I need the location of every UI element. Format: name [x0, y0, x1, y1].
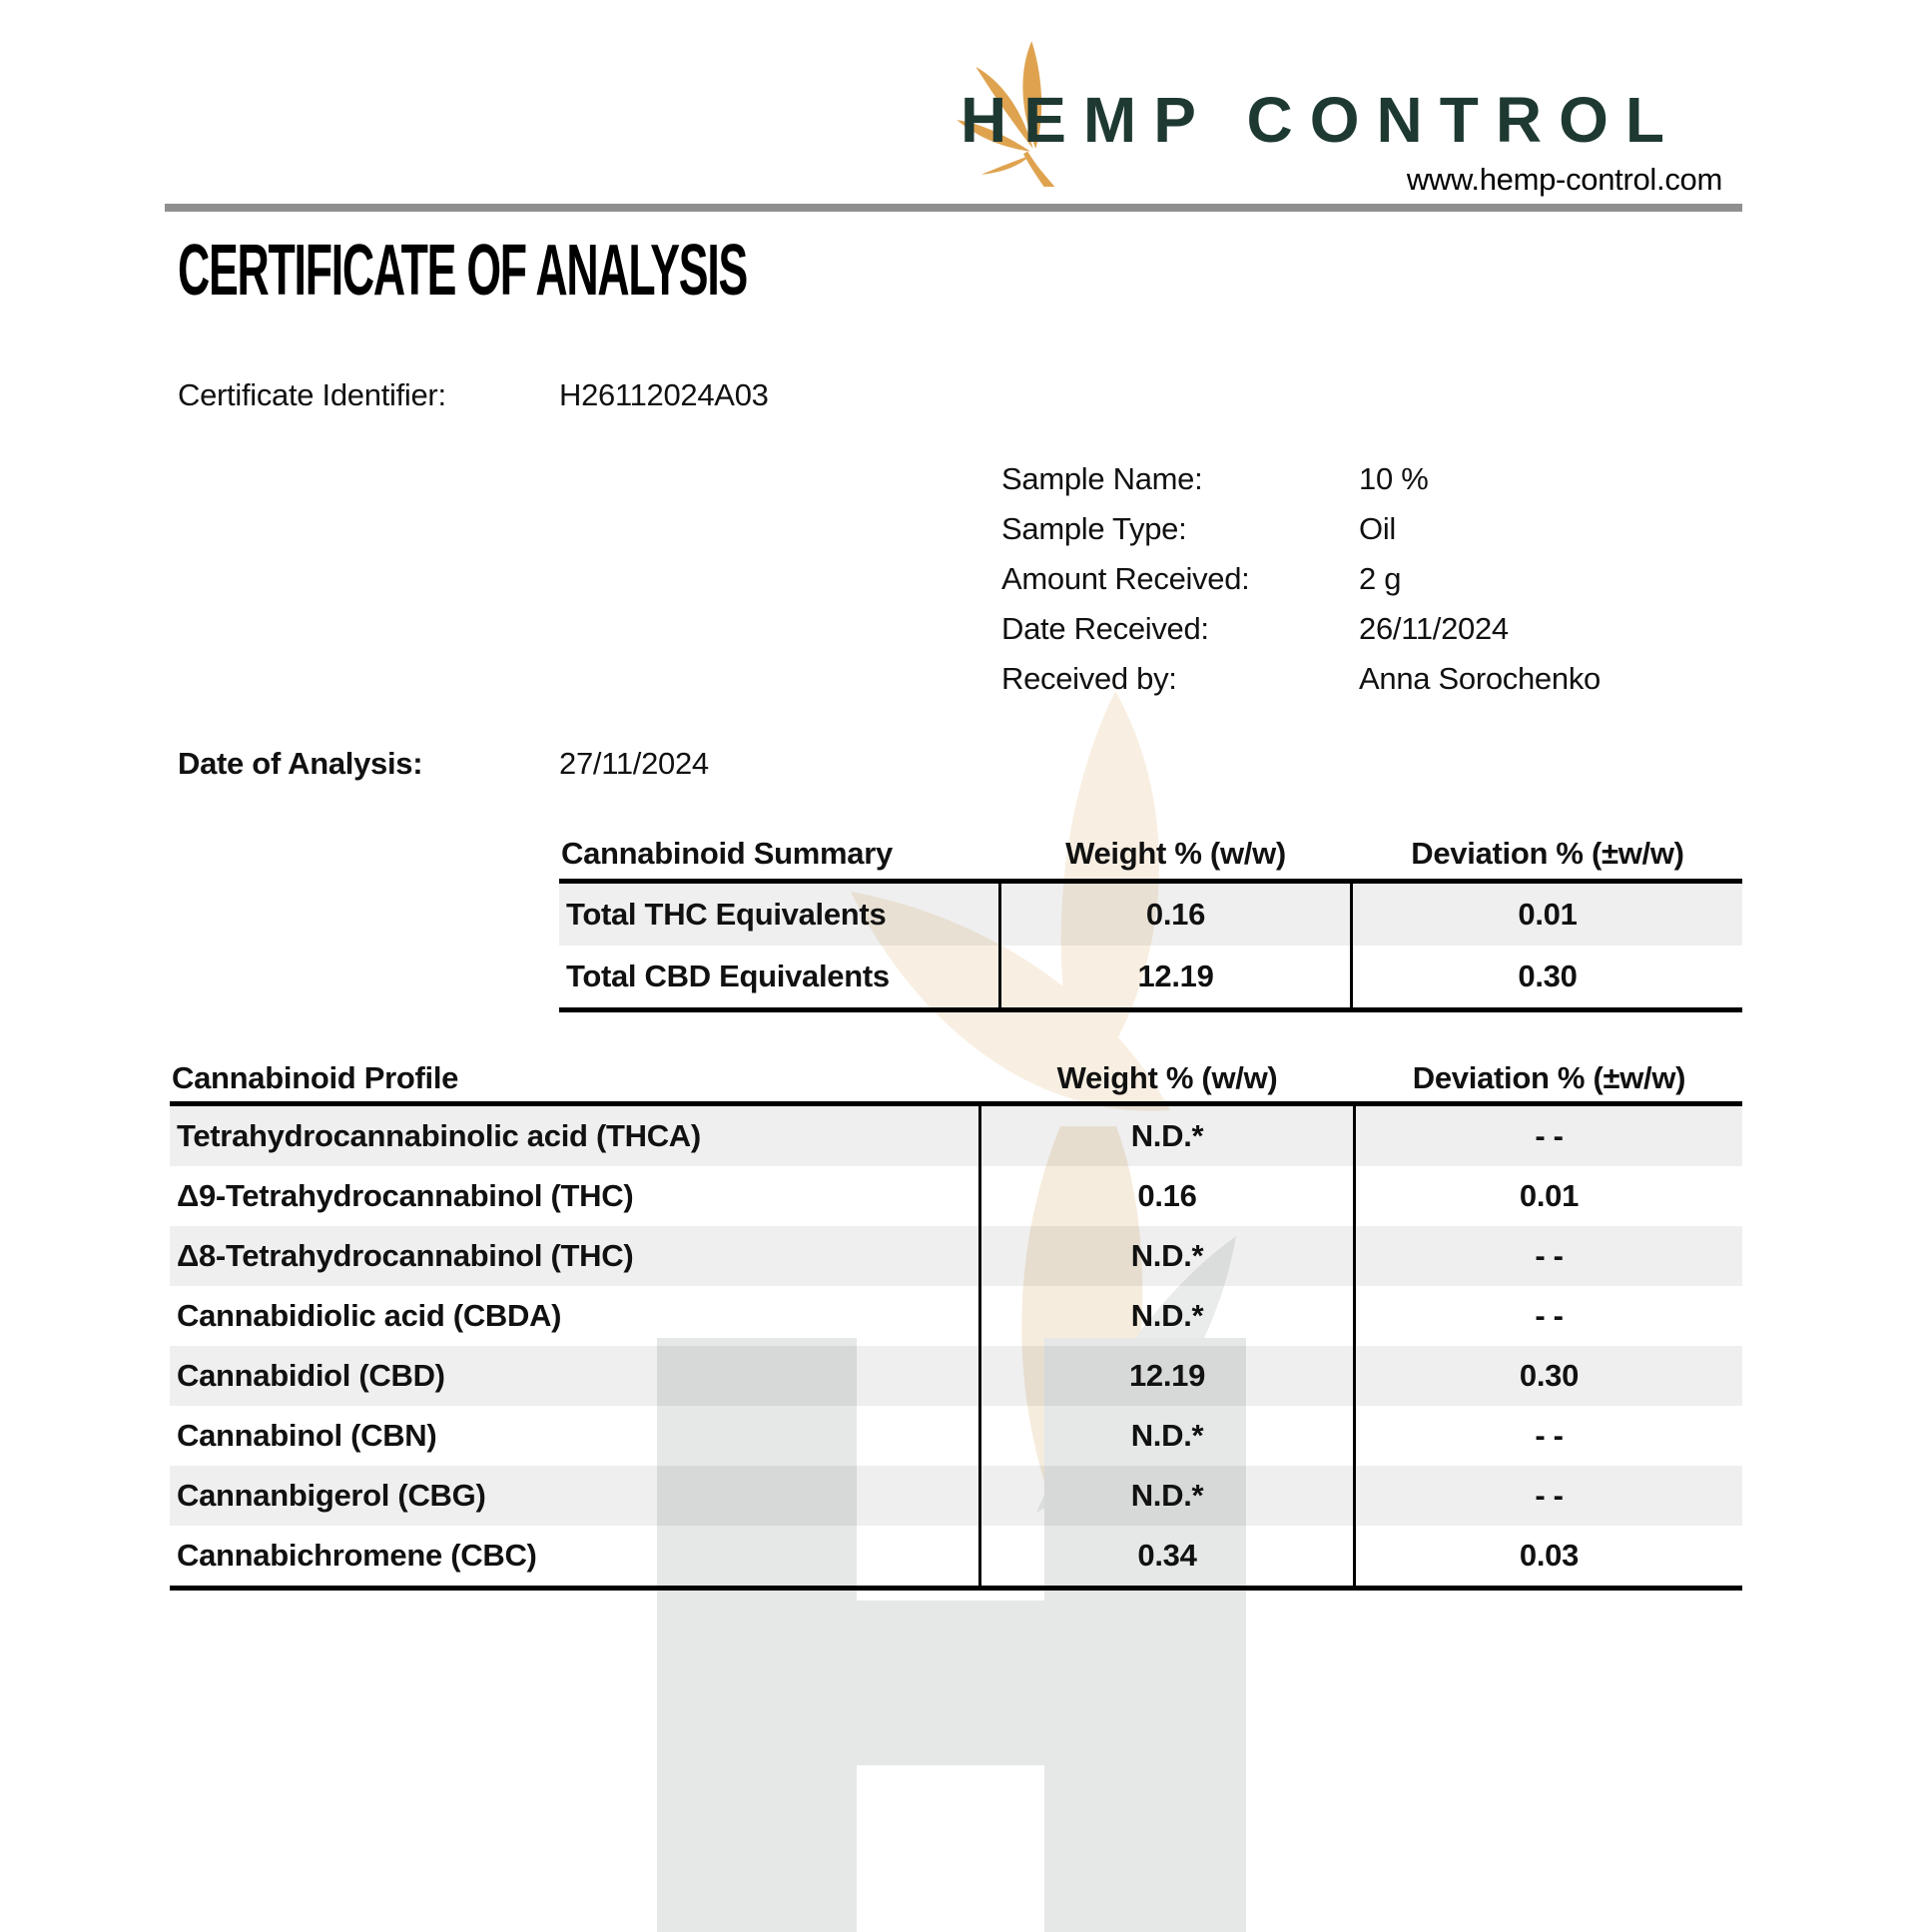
- profile-row-name: Cannabidiol (CBD): [177, 1358, 445, 1393]
- profile-row-weight: 0.16: [978, 1166, 1356, 1226]
- profile-header-weight: Weight % (w/w): [1056, 1059, 1278, 1095]
- profile-row-weight: N.D.*: [978, 1466, 1356, 1526]
- received-by-row: [1001, 654, 1601, 704]
- profile-row-deviation: 0.01: [1519, 1178, 1580, 1213]
- profile-row-name: Δ9-Tetrahydrocannabinol (THC): [177, 1178, 634, 1213]
- summary-header-deviation: Deviation % (±w/w): [1411, 836, 1684, 871]
- amount-received-value: 2 g: [1359, 561, 1402, 596]
- table-row: [559, 884, 1742, 946]
- table-row: [559, 946, 1742, 1007]
- table-row: [170, 1226, 1742, 1286]
- summary-row-name: Total CBD Equivalents: [566, 959, 890, 993]
- amount-received-row: [1001, 554, 1601, 604]
- summary-header-name: Cannabinoid Summary: [561, 836, 893, 871]
- profile-header-deviation: Deviation % (±w/w): [1412, 1059, 1686, 1095]
- sample-type-row: [1001, 504, 1601, 554]
- table-row: [170, 1106, 1742, 1166]
- profile-row-weight: N.D.*: [978, 1406, 1356, 1466]
- profile-row-deviation: - -: [1535, 1298, 1564, 1333]
- table-row: [170, 1526, 1742, 1586]
- profile-body: [170, 1106, 1742, 1591]
- received-by-label: Received by:: [1001, 661, 1177, 696]
- date-received-label: Date Received:: [1001, 611, 1209, 646]
- summary-row-deviation: 0.01: [1518, 897, 1578, 932]
- certificate-identifier-label: Certificate Identifier:: [178, 377, 446, 412]
- profile-header-row: [170, 1054, 1742, 1106]
- profile-row-deviation: - -: [1535, 1118, 1564, 1153]
- brand-logo: [961, 85, 1681, 165]
- profile-row-deviation: - -: [1535, 1418, 1564, 1453]
- sample-name-row: [1001, 454, 1601, 504]
- table-row: [170, 1286, 1742, 1346]
- date-received-row: [1001, 604, 1601, 654]
- profile-row-weight: N.D.*: [978, 1226, 1356, 1286]
- sample-type-value: Oil: [1359, 511, 1396, 546]
- profile-row-weight: N.D.*: [978, 1286, 1356, 1346]
- profile-row-deviation: - -: [1535, 1478, 1564, 1513]
- certificate-identifier-value: H26112024A03: [559, 377, 769, 412]
- profile-row-name: Cannabidiolic acid (CBDA): [177, 1298, 562, 1333]
- date-of-analysis-label: Date of Analysis:: [178, 746, 423, 781]
- summary-body: [559, 884, 1742, 1012]
- profile-row-name: Cannabinol (CBN): [177, 1418, 437, 1453]
- profile-row-deviation: - -: [1535, 1238, 1564, 1273]
- date-of-analysis-value: 27/11/2024: [559, 746, 709, 781]
- brand-name: HEMP CONTROL: [961, 84, 1681, 156]
- summary-header-row: [559, 829, 1742, 884]
- page-title: CERTIFICATE OF ANALYSIS: [178, 231, 748, 311]
- table-row: [170, 1466, 1742, 1526]
- cannabinoid-summary-table: [559, 829, 1742, 1012]
- table-row: [170, 1406, 1742, 1466]
- summary-row-weight: 0.16: [998, 884, 1353, 946]
- sample-name-value: 10 %: [1359, 461, 1429, 496]
- profile-row-name: Cannabichromene (CBC): [177, 1538, 537, 1573]
- summary-row-name: Total THC Equivalents: [566, 897, 887, 932]
- table-row: [170, 1166, 1742, 1226]
- amount-received-label: Amount Received:: [1001, 561, 1250, 596]
- table-row: [170, 1346, 1742, 1406]
- summary-row-deviation: 0.30: [1518, 959, 1578, 993]
- profile-row-weight: N.D.*: [978, 1106, 1356, 1166]
- date-of-analysis-row: [178, 744, 709, 784]
- profile-row-weight: 0.34: [978, 1526, 1356, 1586]
- sample-info-block: [1001, 454, 1601, 704]
- received-by-value: Anna Sorochenko: [1359, 661, 1601, 696]
- profile-header-name: Cannabinoid Profile: [172, 1059, 459, 1095]
- summary-header-weight: Weight % (w/w): [1065, 836, 1286, 871]
- website-url: www.hemp-control.com: [1406, 162, 1722, 197]
- profile-row-deviation: 0.30: [1519, 1358, 1580, 1393]
- sample-name-label: Sample Name:: [1001, 461, 1203, 496]
- header-divider: [165, 204, 1742, 212]
- date-received-value: 26/11/2024: [1359, 611, 1509, 646]
- sample-type-label: Sample Type:: [1001, 511, 1187, 546]
- profile-row-name: Tetrahydrocannabinolic acid (THCA): [177, 1118, 701, 1153]
- summary-row-weight: 12.19: [998, 946, 1353, 1007]
- cannabinoid-profile-table: [170, 1054, 1742, 1591]
- profile-row-deviation: 0.03: [1519, 1538, 1580, 1573]
- profile-row-name: Δ8-Tetrahydrocannabinol (THC): [177, 1238, 634, 1273]
- certificate-identifier-row: [178, 375, 769, 415]
- profile-row-weight: 12.19: [978, 1346, 1356, 1406]
- profile-row-name: Cannanbigerol (CBG): [177, 1478, 486, 1513]
